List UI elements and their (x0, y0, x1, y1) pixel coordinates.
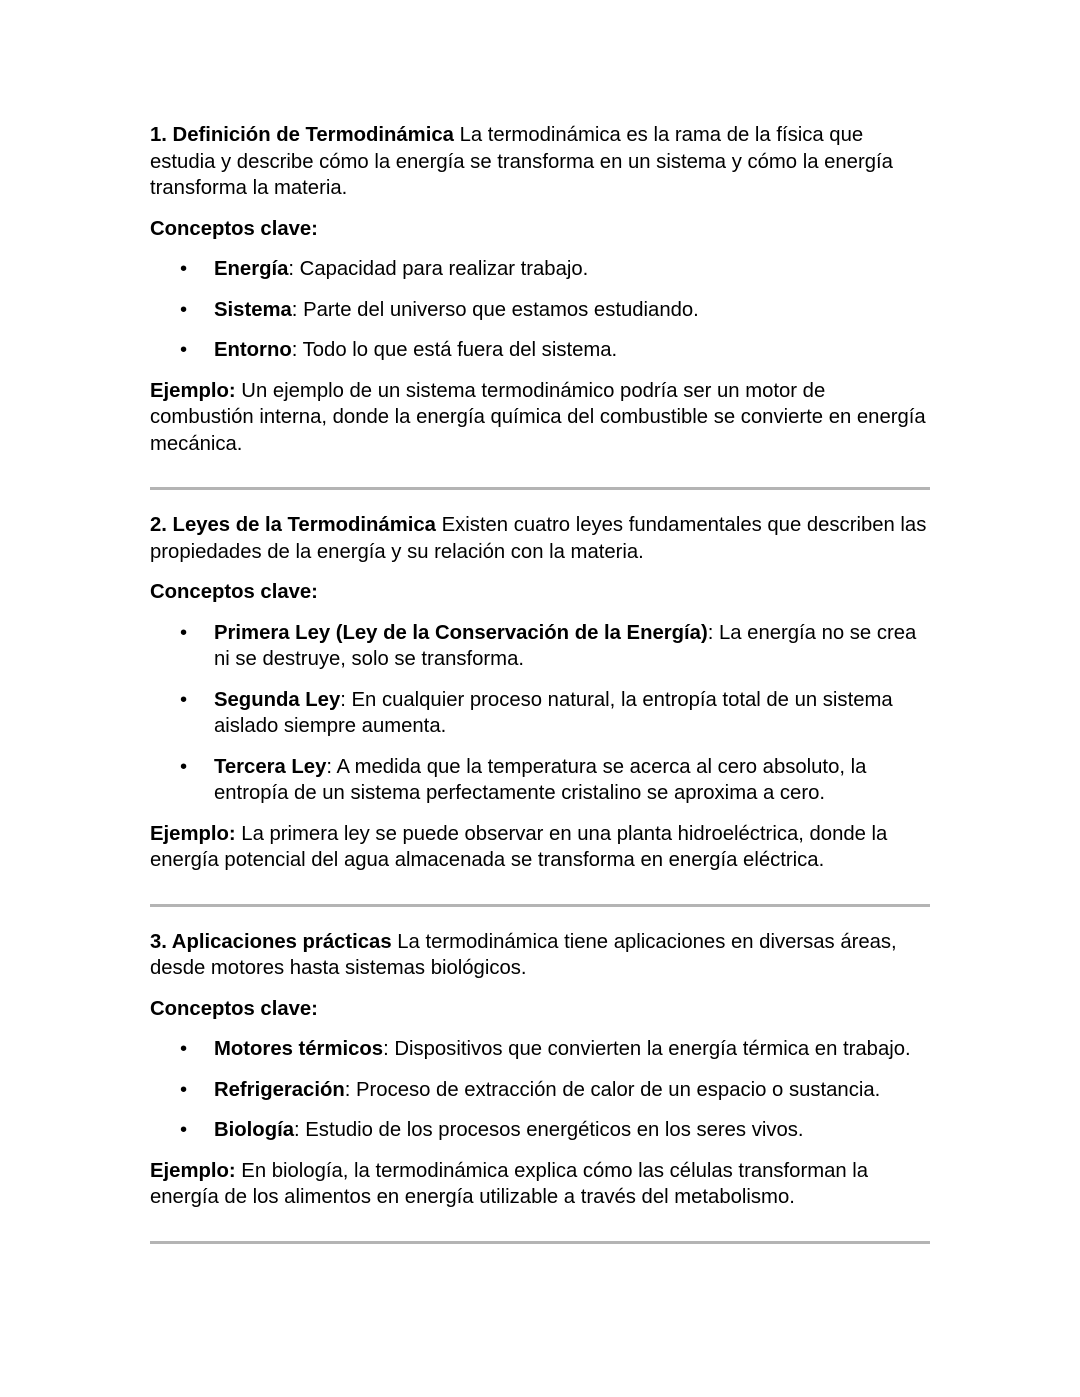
concept-desc: : A medida que la temperatura se acerca al cero absoluto, la entropía de un sistema perfectamente cristalino se aproxima a cero. (214, 755, 867, 804)
bullet-icon: • (180, 339, 188, 361)
concept-term: Segunda Ley (214, 688, 341, 711)
list-item (150, 754, 930, 807)
list-item (150, 1077, 930, 1104)
section-intro-text: La termodinámica es la rama de la física que estudia y describe cómo la energía se transforma en un sistema y cómo la energía transforma la materia. (150, 124, 893, 199)
example-paragraph (150, 821, 930, 874)
section-leyes (150, 512, 930, 907)
bullet-icon: • (180, 1078, 188, 1101)
section-title: 3. Aplicaciones prácticas (150, 930, 392, 953)
bullet-icon: • (180, 298, 188, 321)
document-body (150, 122, 930, 1266)
list-item (150, 620, 930, 673)
example-text: Un ejemplo de un sistema termodinámico podría ser un motor de combustión interna, donde la energía química del combustible se convierte en energía mecánica. (150, 379, 926, 455)
bullet-icon: • (180, 755, 188, 778)
list-item (150, 1117, 930, 1144)
example-label: Ejemplo: (150, 822, 236, 845)
concepts-list (150, 256, 930, 364)
concept-term: Tercera Ley (214, 755, 327, 778)
concepts-heading: Conceptos clave: (150, 581, 318, 603)
list-item (150, 256, 930, 283)
bullet-icon: • (180, 688, 188, 711)
list-item (150, 1036, 930, 1063)
list-item (150, 337, 930, 364)
concepts-heading: Conceptos clave: (150, 217, 318, 240)
section-intro (150, 929, 930, 982)
concept-term: Sistema (214, 298, 292, 321)
concept-term: Energía (214, 258, 289, 280)
concepts-list (150, 1036, 930, 1144)
concepts-list (150, 620, 930, 807)
concept-desc: : Parte del universo que estamos estudiando. (291, 298, 699, 321)
section-intro (150, 512, 930, 565)
concept-desc: : La energía no se crea ni se destruye, solo se transforma. (214, 621, 917, 670)
concept-desc: : Capacidad para realizar trabajo. (288, 258, 589, 280)
example-text: En biología, la termodinámica explica cómo las células transforman la energía de los alimentos en energía utilizable a través del metabolismo. (150, 1159, 869, 1208)
section-definicion (150, 122, 930, 490)
concept-term: Biología (214, 1119, 294, 1141)
concept-desc: : Dispositivos que convierten la energía térmica en trabajo. (383, 1038, 911, 1060)
bullet-icon: • (180, 258, 188, 280)
section-intro-text: La termodinámica tiene aplicaciones en diversas áreas, desde motores hasta sistemas biológicos. (150, 930, 897, 979)
example-paragraph (150, 1158, 930, 1211)
section-intro (150, 122, 930, 202)
list-item (150, 687, 930, 740)
section-title: 1. Definición de Termodinámica (150, 124, 454, 146)
concept-term: Motores térmicos (214, 1038, 384, 1060)
section-title: 2. Leyes de la Termodinámica (150, 514, 436, 536)
section-intro-text: Existen cuatro leyes fundamentales que describen las propiedades de la energía y su relación con la materia. (150, 514, 927, 563)
bullet-icon: • (180, 621, 188, 644)
section-divider (150, 1241, 930, 1244)
concept-desc: : Todo lo que está fuera del sistema. (291, 339, 618, 361)
bullet-icon: • (180, 1119, 188, 1141)
example-paragraph (150, 378, 930, 458)
concept-term: Refrigeración (214, 1078, 345, 1101)
example-label: Ejemplo: (150, 379, 236, 402)
list-item (150, 297, 930, 324)
section-aplicaciones (150, 929, 930, 1244)
concept-term: Primera Ley (Ley de la Conservación de la Energía) (214, 621, 708, 644)
concept-term: Entorno (214, 339, 292, 361)
example-text: La primera ley se puede observar en una planta hidroeléctrica, donde la energía potencial del agua almacenada se transforma en energía eléctrica. (150, 822, 888, 871)
concepts-heading: Conceptos clave: (150, 997, 318, 1020)
concept-desc: : Proceso de extracción de calor de un espacio o sustancia. (344, 1078, 881, 1101)
section-divider (150, 487, 930, 490)
concept-desc: : Estudio de los procesos energéticos en los seres vivos. (294, 1119, 804, 1141)
bullet-icon: • (180, 1038, 188, 1060)
section-divider (150, 904, 930, 907)
example-label: Ejemplo: (150, 1159, 236, 1182)
concept-desc: : En cualquier proceso natural, la entropía total de un sistema aislado siempre aumenta. (214, 688, 893, 737)
